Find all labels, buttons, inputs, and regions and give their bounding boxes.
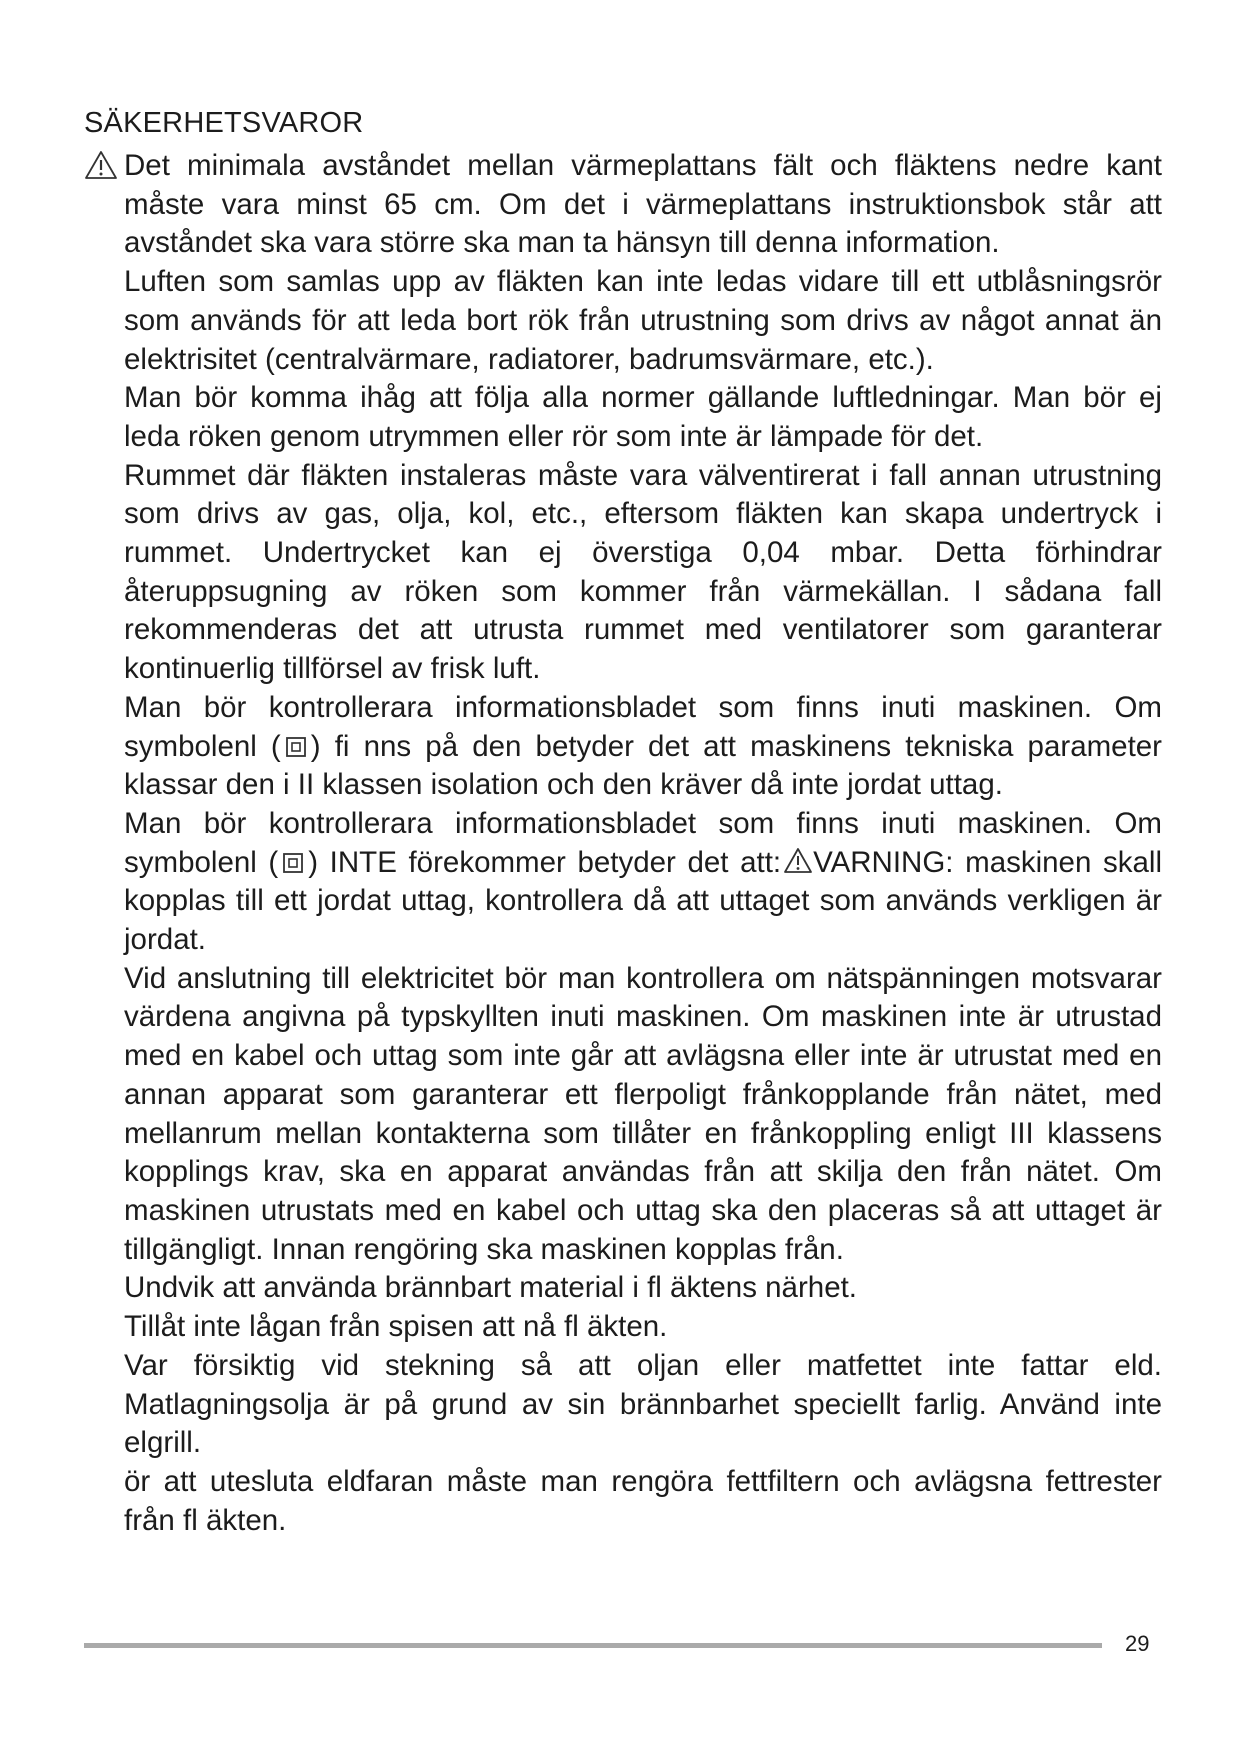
warning-triangle-icon: [84, 150, 118, 180]
section-heading: SÄKERHETSVAROR: [84, 107, 364, 139]
paragraph-class-ii-start: Man bör kontrollerara informationsbladet som finns inuti maskinen. Om symbolenl (: [124, 690, 1162, 763]
double-square-class-ii-icon: [283, 735, 309, 759]
paragraph-distance: Det minimala avståndet mellan värmeplattans fält och fläktens nedre kant måste vara minst 65 cm. Om det i värmeplattans instruktionsbok står att avståndet ska vara större ska man ta hänsyn till denna information.: [124, 149, 1162, 260]
paragraph-grounding-end: VARNING: maskinen skall kopplas till ett jordat uttag, kontrollera då att uttaget som används verkligen är jordat.: [124, 845, 1162, 957]
paragraph-grounding-middle: ) INTE förekommer betyder det att:: [308, 845, 782, 879]
paragraph-flame: Tillåt inte lågan från spisen att nå fl äkten.: [124, 1310, 668, 1344]
paragraph-ventilation: Rummet där fläkten instaleras måste vara välventirerat i fall annan utrustning som drivs av gas, olja, kol, etc., eftersom fläkten kan skapa undertryck i rummet. Undertrycket kan ej överstiga 0,04 mbar. Detta förhindrar återuppsugning av röken som kommer från värmekällan. I sådana fall rekommenderas det att utrusta rummet med ventilatorer som garanterar kontinuerlig tillförsel av frisk luft.: [124, 458, 1162, 686]
paragraph-filters: ör att utesluta eldfaran måste man rengöra fettfiltern och avlägsna fettrester från fl äkten.: [124, 1464, 1162, 1537]
safety-text: [124, 147, 1162, 1540]
paragraph-air-duct: Luften som samlas upp av fläkten kan inte ledas vidare till ett utblåsningsrör som används för att leda bort rök från utrustning som drivs av något annat än elektrisitet (centralvärmare, radiatorer, badrumsvärmare, etc.).: [124, 265, 1162, 376]
page-number: 29: [1125, 1631, 1150, 1656]
paragraph-grounding-start: Man bör kontrollerara informationsbladet som finns inuti maskinen. Om symbolenl (: [124, 806, 1162, 879]
paragraph-class-ii-end: ) fi nns på den betyder det att maskinens tekniska parameter klassar den i II klassen isolation och den kräver då inte jordat uttag.: [124, 729, 1163, 802]
paragraph-class-ii: [124, 689, 1162, 805]
paragraph-frying: Var försiktig vid stekning så att oljan eller matfettet inte fattar eld. Matlagningsolja är på grund av sin brännbarhet speciellt farlig. Använd inte elgrill.: [124, 1348, 1162, 1460]
warning-triangle-icon: [783, 847, 813, 874]
paragraph-electrical: Vid anslutning till elektricitet bör man kontrollera om nätspänningen motsvarar värdena angivna på typskyllten inuti maskinen. Om maskinen inte är utrustad med en kabel och uttag som inte går att avlägsna eller inte är utrustat med en annan apparat som garanterar ett flerpoligt frånkopplande från nätet, med mellanrum mellan kontakterna som tillåter en frånkoppling enligt III klassens kopplings krav, ska en apparat användas från att skilja den från nätet. Om maskinen utrustats med en kabel och uttag ska den placeras så att uttaget är tillgängligt. Innan rengöring ska maskinen kopplas från.: [124, 961, 1162, 1266]
footer-rule: [84, 1643, 1102, 1648]
paragraph-grounding: [124, 805, 1162, 960]
paragraph-norms: Man bör komma ihåg att följa alla normer gällande luftledningar. Man bör ej leda röken genom utrymmen eller rör som inte är lämpade för det.: [124, 381, 1162, 453]
double-square-class-ii-icon: [280, 851, 306, 875]
paragraph-flammable: Undvik att använda brännbart material i fl äktens närhet.: [124, 1271, 857, 1305]
